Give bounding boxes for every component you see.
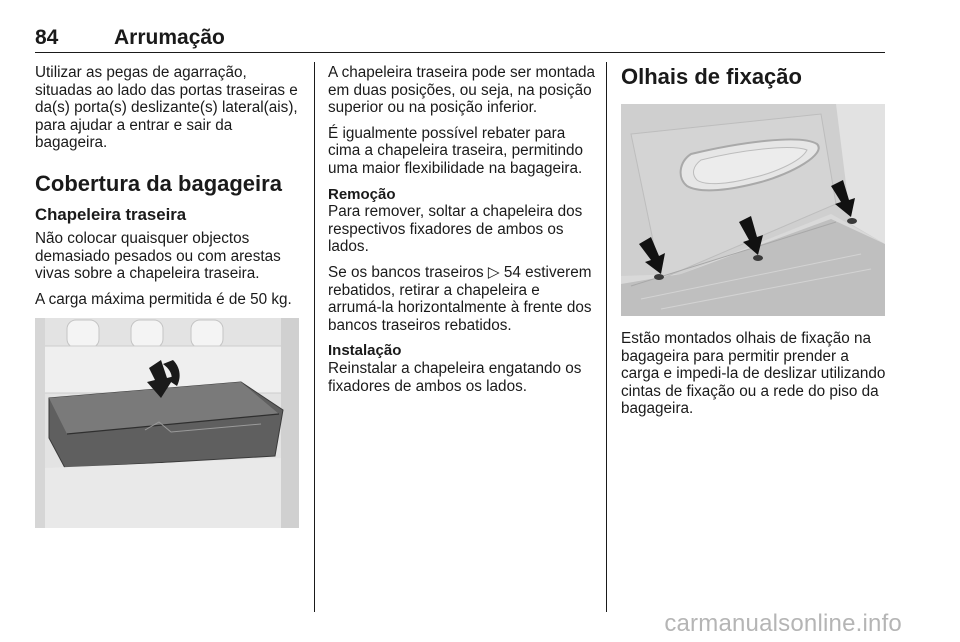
column-3	[621, 64, 889, 426]
column-divider-1	[314, 62, 315, 612]
warning-paragraph: Não colocar quaisquer objectos demasiado pesados ou com arestas vivas sobre a chapeleira traseira.	[35, 229, 281, 283]
removal-paragraph: Para remover, soltar a chapeleira dos respectivos fixadores de ambos os lados.	[328, 203, 583, 256]
removal-heading: Remoção	[328, 185, 396, 203]
column-divider-2	[606, 62, 607, 612]
rear-seats-paragraph	[328, 264, 596, 334]
intro-paragraph: Utilizar as pegas de agarração, situadas ao lado das portas traseiras e da(s) porta(s) deslizante(s) lateral(ais), para ajudar a entrar e sair da bagageira.	[35, 64, 298, 152]
install-paragraph: Reinstalar a chapeleira engatando os fixadores de ambos os lados.	[328, 359, 582, 395]
page-reference-link[interactable]: 54	[503, 263, 521, 281]
page-header	[35, 22, 885, 53]
tie-down-paragraph: Estão montados olhais de fixação na bagageira para permitir prender a carga e impedi-la de deslizar utilizando cintas de fixação ou a rede do piso da bagageira.	[621, 330, 886, 418]
chapter-title: Arrumação	[114, 26, 225, 49]
column-1	[35, 64, 301, 528]
watermark: carmanualsonline.info	[664, 610, 902, 637]
positions-paragraph: A chapeleira traseira pode ser montada em duas posições, ou seja, na posição superior ou na posição inferior.	[328, 64, 596, 117]
rear-shelf-illustration	[35, 318, 299, 528]
install-heading: Instalação	[328, 342, 402, 360]
tie-down-eyes-illustration	[621, 104, 885, 316]
column-2	[328, 64, 596, 403]
section-heading-tie-down-eyes: Olhais de fixação	[621, 64, 802, 89]
rear-seats-text-pre: Se os bancos traseiros	[328, 263, 484, 281]
fold-paragraph: É igualmente possível rebater para cima a chapeleira traseira, permitindo uma maior flexibilidade na bagageira.	[328, 124, 584, 177]
section-heading-luggage-cover: Cobertura da bagageira	[35, 170, 282, 196]
max-load-paragraph: A carga máxima permitida é de 50 kg.	[35, 290, 292, 308]
subheading-rear-shelf: Chapeleira traseira	[35, 204, 187, 224]
page-number: 84	[35, 26, 59, 49]
rear-seats-text-post: estiverem rebatidos, retirar a chapeleira e arrumá-la horizontalmente à frente dos bancos traseiros rebatidos.	[328, 263, 592, 334]
page-reference-icon: ▷	[487, 263, 500, 281]
